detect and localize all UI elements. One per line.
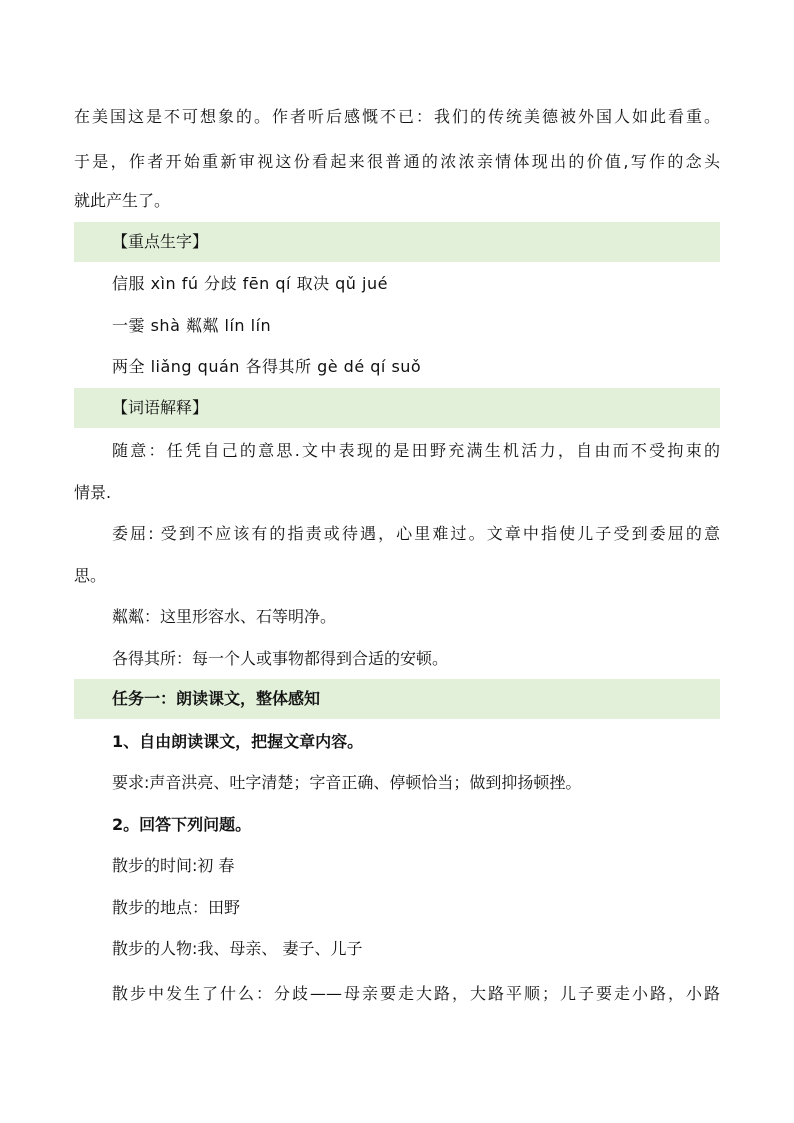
task1-question-1-requirement: 要求:声音洪亮、吐字清楚；字音正确、停顿恰当；做到抑扬顿挫。 — [112, 773, 582, 792]
key-char-row-2: 一霎 shà 粼粼 lín lín — [112, 316, 272, 335]
vocab-item-1-line-1: 随意：任凭自己的意思.文中表现的是田野充满生机活力，自由而不受拘束的 — [112, 441, 720, 460]
walk-event: 散步中发生了什么：分歧——母亲要走大路，大路平顺；儿子要走小路，小路 — [112, 984, 720, 1003]
task1-heading: 任务一：朗读课文，整体感知 — [112, 689, 321, 708]
walk-time: 散步的时间:初 春 — [112, 856, 235, 875]
task1-question-2: 2。回答下列问题。 — [112, 815, 252, 834]
vocab-item-1-line-2: 情景. — [74, 483, 112, 502]
intro-line-2: 于是，作者开始重新审视这份看起来很普通的浓浓亲情体现出的价值,写作的念头 — [74, 152, 720, 171]
key-chars-heading: 【重点生字】 — [112, 232, 209, 251]
vocab-item-4: 各得其所：每一个人或事物都得到合适的安顿。 — [112, 649, 449, 668]
vocab-heading: 【词语解释】 — [112, 398, 209, 417]
vocab-item-3: 粼粼：这里形容水、石等明净。 — [112, 607, 337, 626]
key-char-row-1: 信服 xìn fú 分歧 fēn qí 取决 qǔ jué — [112, 274, 388, 293]
intro-line-1: 在美国这是不可想象的。作者听后感慨不已：我们的传统美德被外国人如此看重。 — [74, 107, 720, 126]
task1-question-1: 1、自由朗读课文，把握文章内容。 — [112, 732, 364, 751]
vocab-item-2-line-1: 委屈: 受到不应该有的指责或待遇，心里难过。文章中指使儿子受到委屈的意 — [112, 524, 720, 543]
intro-line-3: 就此产生了。 — [74, 191, 171, 210]
key-char-row-3: 两全 liǎng quán 各得其所 gè dé qí suǒ — [112, 357, 422, 376]
walk-people: 散步的人物:我、母亲、 妻子、儿子 — [112, 939, 363, 958]
vocab-item-2-line-2: 思。 — [74, 566, 107, 585]
walk-place: 散步的地点：田野 — [112, 898, 241, 917]
